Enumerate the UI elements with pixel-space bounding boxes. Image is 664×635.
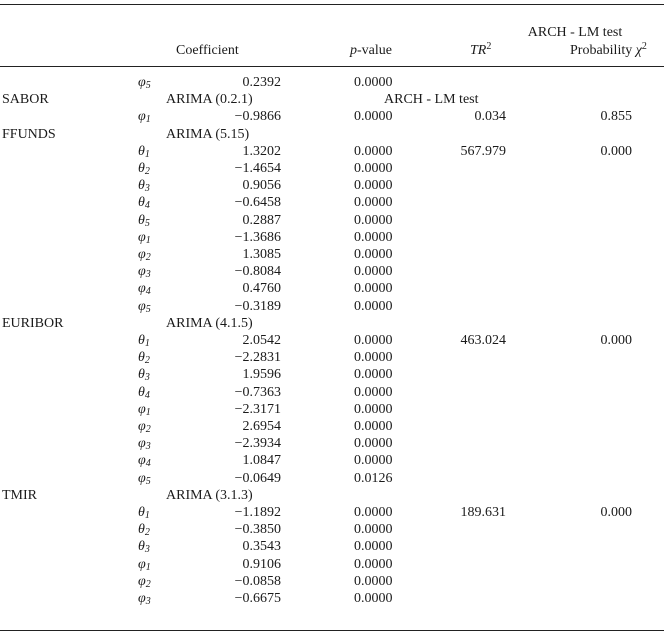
coefficient-value: −0.9866 [234, 109, 281, 125]
coefficient-value: −1.1892 [234, 505, 281, 520]
series-name: SABOR [2, 92, 49, 108]
header-arch-group: ARCH - LM test [527, 25, 623, 40]
pvalue-value: 0.0000 [354, 161, 393, 176]
series-name: TMIR [2, 487, 37, 503]
parameter-letter: θ [138, 367, 145, 383]
parameter-letter: φ [138, 436, 146, 452]
model-spec: ARIMA (0.2.1) [166, 92, 253, 108]
pvalue-value: 0.0000 [354, 143, 393, 159]
pvalue-value: 0.0000 [354, 367, 393, 383]
header-prob-chi: χ [635, 43, 642, 58]
coefficient-value: 0.4760 [242, 281, 281, 297]
parameter-letter: φ [138, 573, 146, 589]
pvalue-value: 0.0000 [354, 333, 393, 348]
parameter-index: 2 [145, 424, 151, 435]
coefficient-value: −2.2831 [234, 350, 281, 366]
parameter-letter: φ [138, 109, 146, 125]
pvalue-value: 0.0000 [354, 281, 393, 297]
parameter-index: 1 [144, 338, 150, 349]
model-spec: ARIMA (5.15) [166, 126, 250, 142]
pvalue-value: 0.0000 [354, 384, 393, 400]
parameter-index: 1 [144, 148, 150, 160]
pvalue-value: 0.0000 [354, 195, 393, 211]
parameter-index: 5 [145, 80, 151, 91]
model-spec: ARIMA (3.1.3) [166, 487, 253, 503]
pvalue-value: 0.0000 [354, 178, 393, 194]
pvalue-value: 0.0000 [354, 350, 393, 366]
parameter-index: 5 [145, 303, 151, 315]
coefficient-value: −0.6458 [234, 195, 281, 211]
coefficient-value: −0.3189 [234, 298, 281, 314]
parameter-index: 4 [145, 458, 151, 470]
pvalue-value: 0.0000 [354, 505, 393, 520]
parameter-index: 2 [145, 252, 151, 263]
parameter-letter: φ [138, 556, 146, 572]
parameter-index: 1 [145, 561, 151, 573]
header-tr-sup: 2 [486, 41, 492, 52]
parameter-letter: θ [138, 212, 145, 228]
parameter-index: 5 [144, 217, 150, 229]
parameter-letter: φ [138, 75, 146, 90]
coefficient-value: 2.6954 [242, 419, 281, 434]
coefficient-value: 1.3085 [242, 247, 281, 262]
parameter-letter: φ [138, 470, 146, 486]
header-tr: TR [470, 43, 487, 58]
parameter-symbol [138, 298, 151, 318]
pvalue-value: 0.0000 [354, 539, 393, 555]
parameter-index: 3 [144, 372, 150, 384]
header-coefficient: Coefficient [176, 43, 239, 58]
pvalue-value: 0.0000 [354, 75, 393, 90]
tr2-value: 463.024 [460, 333, 506, 348]
probability-value: 0.000 [600, 505, 632, 520]
coefficient-value: 1.9596 [242, 367, 281, 383]
parameter-letter: θ [138, 522, 145, 538]
pvalue-value: 0.0000 [354, 247, 393, 262]
parameter-index: 1 [145, 234, 151, 246]
coefficient-value: 2.0542 [242, 333, 281, 348]
parameter-index: 3 [144, 183, 150, 195]
parameter-index: 1 [145, 406, 151, 418]
parameter-index: 2 [144, 527, 150, 539]
coefficient-value: −2.3934 [234, 436, 281, 452]
pvalue-value: 0.0000 [354, 264, 393, 280]
coefficient-value: −0.3850 [234, 522, 281, 538]
coefficient-value: −0.0858 [234, 573, 281, 589]
pvalue-value: 0.0000 [354, 298, 393, 314]
arch-lm-note: ARCH - LM test [384, 92, 479, 108]
header-pvalue-rest: -value [357, 43, 392, 58]
parameter-symbol [138, 590, 151, 610]
parameter-letter: φ [138, 591, 146, 606]
pvalue-value: 0.0000 [354, 453, 393, 469]
pvalue-value: 0.0000 [354, 229, 393, 245]
parameter-index: 3 [144, 544, 150, 556]
pvalue-value: 0.0000 [354, 401, 393, 417]
parameter-symbol [138, 74, 151, 94]
pvalue-value: 0.0000 [354, 419, 393, 434]
parameter-index: 1 [145, 114, 151, 126]
coefficient-value: 1.3202 [242, 143, 281, 159]
pvalue-value: 0.0000 [354, 522, 393, 538]
parameter-letter: θ [138, 333, 145, 348]
parameter-index: 4 [144, 200, 150, 212]
header-prob-text: Probability [570, 43, 636, 58]
parameter-index: 4 [145, 286, 151, 298]
parameter-letter: φ [138, 401, 146, 417]
pvalue-value: 0.0000 [354, 573, 393, 589]
coefficient-value: −1.3686 [234, 229, 281, 245]
coefficient-value: 0.3543 [242, 539, 281, 555]
pvalue-value: 0.0000 [354, 556, 393, 572]
model-spec: ARIMA (4.1.5) [166, 315, 253, 331]
parameter-letter: θ [138, 539, 145, 555]
series-name: EURIBOR [2, 315, 64, 331]
header-pvalue-p: p [350, 43, 357, 58]
parameter-letter: φ [138, 419, 146, 434]
pvalue-value: 0.0000 [354, 212, 393, 228]
probability-value: 0.000 [600, 143, 632, 159]
pvalue-value: 0.0000 [354, 436, 393, 452]
parameter-index: 2 [145, 578, 151, 590]
tr2-value: 0.034 [474, 109, 506, 125]
parameter-letter: φ [138, 281, 146, 297]
probability-value: 0.000 [600, 333, 632, 348]
parameter-index: 3 [145, 441, 151, 453]
parameter-letter: θ [138, 505, 145, 520]
parameter-letter: φ [138, 298, 146, 314]
probability-value: 0.855 [600, 109, 632, 125]
parameter-symbol [138, 470, 151, 490]
header-prob-sup: 2 [641, 41, 647, 52]
coefficient-value: 0.9056 [242, 178, 281, 194]
coefficient-value: −0.6675 [234, 591, 281, 606]
parameter-letter: φ [138, 229, 146, 245]
parameter-letter: φ [138, 247, 146, 262]
series-name: FFUNDS [2, 126, 56, 142]
parameter-letter: φ [138, 264, 146, 280]
parameter-index: 5 [145, 475, 151, 487]
coefficient-value: −0.8084 [234, 264, 281, 280]
parameter-index: 2 [144, 355, 150, 367]
parameter-index: 1 [144, 510, 150, 521]
parameter-letter: θ [138, 178, 145, 194]
coefficient-value: 0.2887 [242, 212, 281, 228]
parameter-index: 3 [145, 269, 151, 281]
parameter-letter: θ [138, 161, 145, 176]
coefficient-value: −0.7363 [234, 384, 281, 400]
coefficient-value: −1.4654 [234, 161, 281, 176]
parameter-letter: θ [138, 384, 145, 400]
parameter-index: 2 [144, 166, 150, 177]
tr2-value: 189.631 [460, 505, 506, 520]
coefficient-value: 0.2392 [242, 75, 281, 90]
coefficient-value: 0.9106 [242, 556, 281, 572]
parameter-letter: θ [138, 350, 145, 366]
coefficient-value: −0.0649 [234, 470, 281, 486]
pvalue-value: 0.0000 [354, 109, 393, 125]
pvalue-value: 0.0126 [354, 470, 393, 486]
parameter-letter: θ [138, 195, 145, 211]
tr2-value: 567.979 [460, 143, 506, 159]
pvalue-value: 0.0000 [354, 591, 393, 606]
parameter-letter: φ [138, 453, 146, 469]
coefficient-value: −2.3171 [234, 401, 281, 417]
bottom-rule [0, 630, 664, 631]
parameter-symbol [138, 108, 151, 128]
coefficient-value: 1.0847 [242, 453, 281, 469]
parameter-index: 4 [144, 389, 150, 401]
parameter-letter: θ [138, 143, 145, 159]
parameter-index: 3 [145, 596, 151, 607]
